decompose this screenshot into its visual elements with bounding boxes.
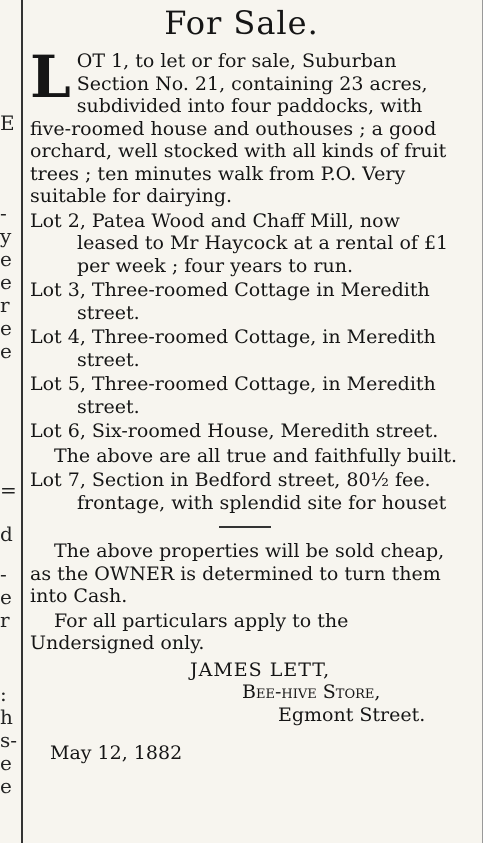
signature-street: Egmont Street. [278,703,426,726]
ad-title: For Sale. [164,4,319,42]
lot-5: Lot 5, Three-roomed Cottage, in Meredith street. [30,373,436,418]
signature-name: JAMES LETT, [190,658,331,681]
column-rule [21,0,23,843]
lot-4: Lot 4, Three-roomed Cottage, in Meredith street. [30,326,436,371]
signature-store: Bee-hive Store, [242,681,381,703]
lot-3: Lot 3, Three-roomed Cottage in Meredith street. [30,279,430,324]
ad-body [30,43,460,765]
lot-6: Lot 6, Six-roomed House, Meredith street. [30,420,439,442]
cheap-note: The above properties will be sold cheap, as the OWNER is determined to turn them into Cash. [30,540,445,607]
lot-7: Lot 7, Section in Bedford street, 80½ fee. frontage, with splendid site for houset [30,469,447,514]
lot-2: Lot 2, Patea Wood and Chaff Mill, now leased to Mr Haycock at a rental of £1 per week ; four years to run. [30,209,449,277]
drop-cap: L [30,43,71,111]
separator-rule [219,526,271,528]
built-note: The above are all true and faithfully built. [54,444,458,467]
lot-1-text: OT 1, to let or for sale, Suburban Section No. 21, containing 23 acres, subdivided into four paddocks, with five-roomed house and outhouses ; a good orchard, well stocked with all kinds of fruit trees ; ten minutes walk from P.O. Very suitable for dairying. [30,50,447,207]
lot-1 [30,43,460,208]
apply-note: For all particulars apply to the Undersigned only. [30,609,349,654]
ad-date: May 12, 1882 [50,742,183,764]
signature-block [30,659,460,727]
